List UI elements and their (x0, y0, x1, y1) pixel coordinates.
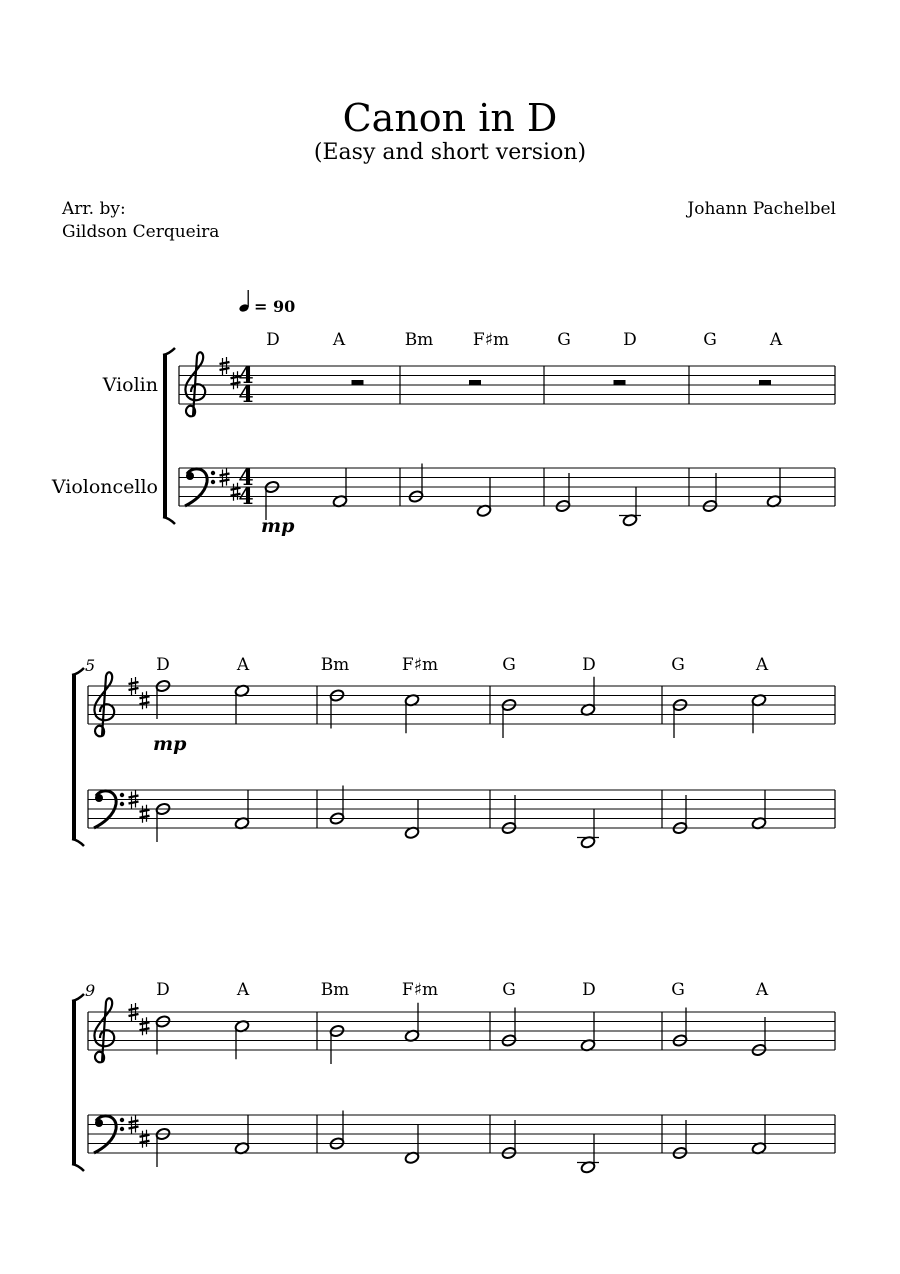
sharp-icon (129, 688, 139, 690)
chord-symbol: A (236, 980, 250, 1000)
whole-rest-icon (759, 380, 771, 385)
treble-clef-icon (94, 998, 114, 1062)
whole-rest-icon (469, 380, 481, 385)
dynamic-marking: mp (261, 515, 295, 537)
bass-clef-dot-icon (120, 793, 124, 797)
chord-symbol: Bm (320, 655, 350, 675)
chord-symbol: D (582, 655, 596, 675)
sharp-icon (129, 1127, 139, 1129)
chord-symbol: D (156, 655, 170, 675)
sharp-icon (220, 362, 230, 364)
bass-clef-dot-icon (95, 794, 103, 802)
sharp-icon (129, 1008, 139, 1010)
sharp-icon (129, 1121, 139, 1123)
sharp-icon (129, 1014, 139, 1016)
chord-symbol: D (582, 980, 596, 1000)
sharp-icon (129, 796, 139, 798)
system-bracket-bottom (72, 839, 84, 846)
sharp-icon (140, 702, 150, 704)
sharp-icon (140, 816, 150, 818)
system-bracket-top (72, 994, 84, 1001)
whole-rest-icon (352, 380, 364, 385)
system-bracket-bottom (72, 1164, 84, 1171)
arranger-name: Gildson Cerqueira (62, 222, 220, 242)
bass-clef-dot-icon (186, 472, 194, 480)
arranger-label: Arr. by: (62, 199, 126, 219)
bass-clef-dot-icon (120, 1127, 124, 1131)
chord-symbol: G (502, 655, 516, 675)
measure-number: 5 (85, 656, 96, 675)
bass-clef-dot-icon (211, 480, 215, 484)
bass-clef-dot-icon (120, 1118, 124, 1122)
chord-symbol: G (671, 980, 685, 1000)
dynamic-marking: mp (153, 733, 187, 755)
sharp-icon (220, 368, 230, 370)
instrument-name-cello: Violoncello (51, 476, 158, 498)
chord-symbol: F♯m (401, 655, 439, 675)
system-bracket-bottom (163, 517, 175, 524)
sharp-icon (220, 474, 230, 476)
time-signature-bottom: 4 (238, 484, 254, 510)
score-title: Canon in D (342, 96, 558, 140)
bass-clef-dot-icon (95, 1119, 103, 1127)
chord-symbol: G (557, 330, 571, 350)
chord-symbol: D (156, 980, 170, 1000)
chord-symbol: D (266, 330, 280, 350)
chord-symbol: F♯m (401, 980, 439, 1000)
chord-symbol: G (703, 330, 717, 350)
chord-symbol: A (755, 655, 769, 675)
sharp-icon (140, 810, 150, 812)
bass-clef-dot-icon (120, 802, 124, 806)
system-bracket-top (72, 668, 84, 675)
chord-symbol: A (236, 655, 250, 675)
bass-clef-dot-icon (211, 471, 215, 475)
treble-clef-icon (94, 672, 114, 736)
score-subtitle: (Easy and short version) (313, 140, 587, 165)
chord-symbol: A (755, 980, 769, 1000)
chord-symbol: D (623, 330, 637, 350)
sharp-icon (140, 696, 150, 698)
sharp-icon (140, 1022, 150, 1024)
tempo-marking: = 90 (254, 297, 296, 316)
instrument-name-violin: Violin (102, 374, 158, 396)
composer-name: Johann Pachelbel (687, 199, 836, 219)
time-signature-bottom: 4 (238, 382, 254, 408)
chord-symbol: A (769, 330, 783, 350)
sharp-icon (140, 1028, 150, 1030)
whole-rest-icon (614, 380, 626, 385)
time-signature-top: 4 (238, 465, 254, 491)
sharp-icon (140, 1141, 150, 1143)
sharp-icon (129, 802, 139, 804)
sharp-icon (220, 480, 230, 482)
chord-symbol: G (502, 980, 516, 1000)
sharp-icon (129, 682, 139, 684)
chord-symbol: F♯m (472, 330, 510, 350)
chord-symbol: Bm (404, 330, 434, 350)
chord-symbol: G (671, 655, 685, 675)
chord-symbol: A (332, 330, 346, 350)
measure-number: 9 (85, 981, 96, 1000)
time-signature-top: 4 (238, 363, 254, 389)
chord-symbol: Bm (320, 980, 350, 1000)
sharp-icon (140, 1135, 150, 1137)
system-bracket-top (163, 348, 175, 355)
treble-clef-icon (185, 352, 205, 416)
